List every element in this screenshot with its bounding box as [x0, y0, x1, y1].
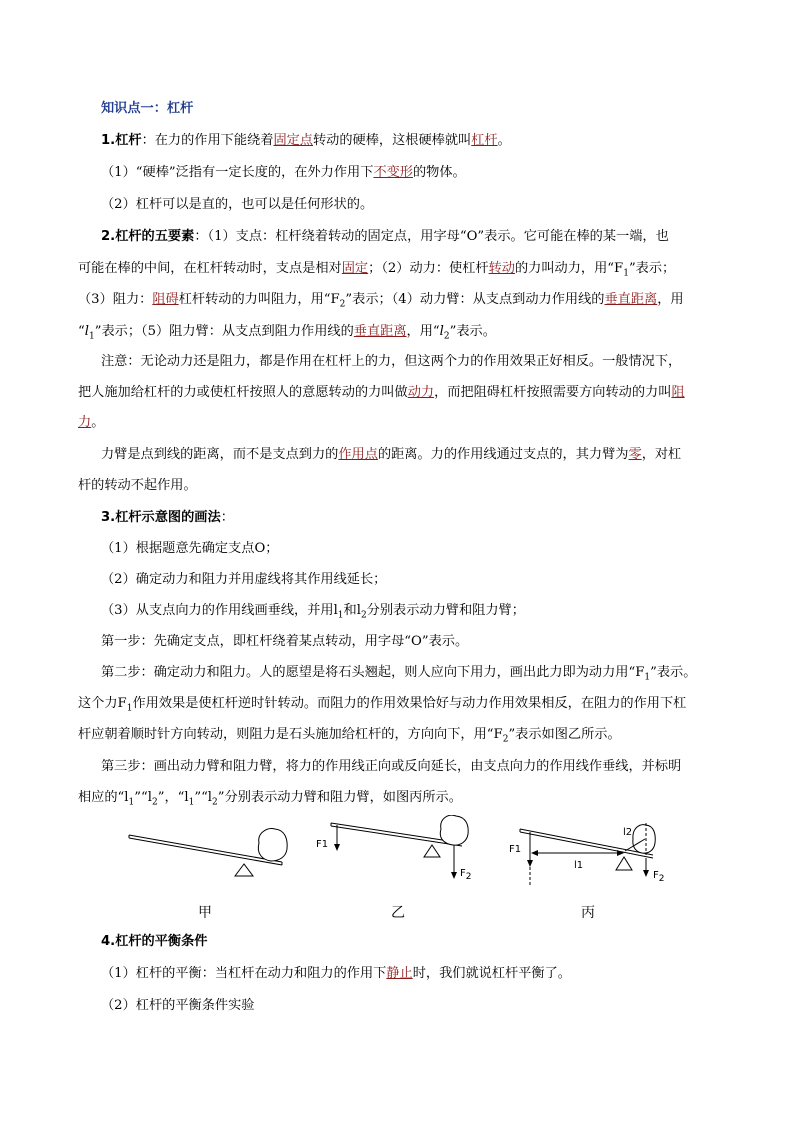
fulcrum-triangle: [616, 857, 632, 870]
rock-shape: [633, 825, 655, 854]
label-f1-c: F1: [509, 844, 522, 855]
s3-item-3: （3）从支点向力的作用线画垂线，并用$l_1$和$l_2$分别表示动力臂和阻力臂；: [101, 603, 525, 621]
figure-b-caption: 乙: [391, 905, 405, 921]
step-2-line-3: 杆应朝着顺时针方向转动，则阻力是石头施加给杠杆的，方向向下，用“$F_2$”表示如图乙所示。: [78, 727, 621, 745]
figure-a-lever: [125, 825, 295, 885]
rock-shape: [258, 829, 287, 861]
step-3-line-2: 相应的“$l_1”“l_2$”，“$l_1”“l_2$”分别表示动力臂和阻力臂，如图丙所示。: [78, 790, 462, 808]
moment-line-1: 力臂是点到线的距离，而不是支点到力的作用点的距离。力的作用线通过支点的，其力臂为零，对杠: [101, 447, 682, 462]
note-line-1: 注意：无论动力还是阻力，都是作用在杠杆上的力，但这两个力的作用效果正好相反。一般情况下，: [101, 354, 682, 369]
label-f2-c: $F_2$: [653, 870, 665, 884]
s1-point-1: （1）“硬棒”泛指有一定长度的，在外力作用下不变形的物体。: [101, 165, 466, 180]
s4-point-1: （1）杠杆的平衡：当杠杆在动力和阻力的作用下静止时，我们就说杠杆平衡了。: [101, 966, 571, 981]
s3-heading: 3.杠杆示意图的画法：: [101, 510, 234, 525]
section-heading: 知识点一：杠杆: [101, 101, 194, 116]
s2-line-2: 可能在棒的中间，在杠杆转动时，支点是相对固定；（2）动力：使杠杆转动的力叫动力，用“$F_1$”表示；: [78, 261, 676, 279]
force-f1-arrow: [527, 832, 533, 867]
label-f2: $F_2$: [460, 868, 472, 882]
s2-line-1: 2.杠杆的五要素：（1）支点：杠杆绕着转动的固定点，用字母“O”表示。它可能在棒的某一端，也: [101, 229, 669, 244]
moment-line-2: 杆的转动不起作用。: [78, 478, 197, 493]
label-l1: l1: [574, 860, 584, 871]
force-f1-arrow: [334, 825, 340, 851]
rock-shape: [440, 815, 468, 845]
force-f2-arrow: [451, 845, 457, 879]
figure-c-caption: 丙: [581, 905, 595, 921]
s1-definition: 1.杠杆：在力的作用下能绕着固定点转动的硬棒，这根硬棒就叫杠杆。: [101, 133, 511, 148]
label-l2: l2: [623, 827, 633, 838]
fulcrum-triangle: [424, 845, 440, 857]
s4-point-2: （2）杠杆的平衡条件实验: [101, 998, 255, 1013]
note-line-2: 把人施加给杠杆的力或使杠杆按照人的意愿转动的力叫做动力，而把阻碍杠杆按照需要方向转动的力叫阻: [78, 385, 685, 400]
s1-point-2: （2）杠杆可以是直的，也可以是任何形状的。: [101, 197, 374, 212]
step-3-line-1: 第三步：画出动力臂和阻力臂，将力的作用线正向或反向延长，由支点向力的作用线作垂线，并标明: [101, 759, 682, 774]
note-line-3: 力。: [78, 415, 105, 430]
s4-heading: 4.杠杆的平衡条件: [101, 934, 208, 949]
step-1: 第一步：先确定支点，即杠杆绕着某点转动，用字母“O”表示。: [101, 634, 469, 649]
s3-item-1: （1）根据题意先确定支点O；: [101, 541, 279, 556]
fulcrum-triangle: [235, 864, 253, 876]
s2-line-4: “$l_1$”表示；（5）阻力臂：从支点到阻力作用线的垂直距离，用“$l_2$”表示。: [78, 324, 496, 342]
step-2-line-2: 这个力$F_1$作用效果是使杠杆逆时针转动。而阻力的作用效果恰好与动力作用效果相反，在阻力的作用下杠: [78, 696, 687, 714]
s2-line-3: （3）阻力：阻碍杠杆转动的力叫阻力，用“$F_2$”表示；（4）动力臂：从支点到动力作用线的垂直距离，用: [78, 292, 684, 310]
s3-item-2: （2）确定动力和阻力并用虚线将其作用线延长；: [101, 572, 387, 587]
step-2-line-1: 第二步：确定动力和阻力。人的愿望是将石头翘起，则人应向下用力，画出此力即为动力用“$F_1$”表示。: [101, 665, 697, 683]
force-f2-arrow: [643, 858, 649, 877]
figure-a-caption: 甲: [198, 905, 212, 921]
label-f1: F1: [316, 839, 329, 850]
